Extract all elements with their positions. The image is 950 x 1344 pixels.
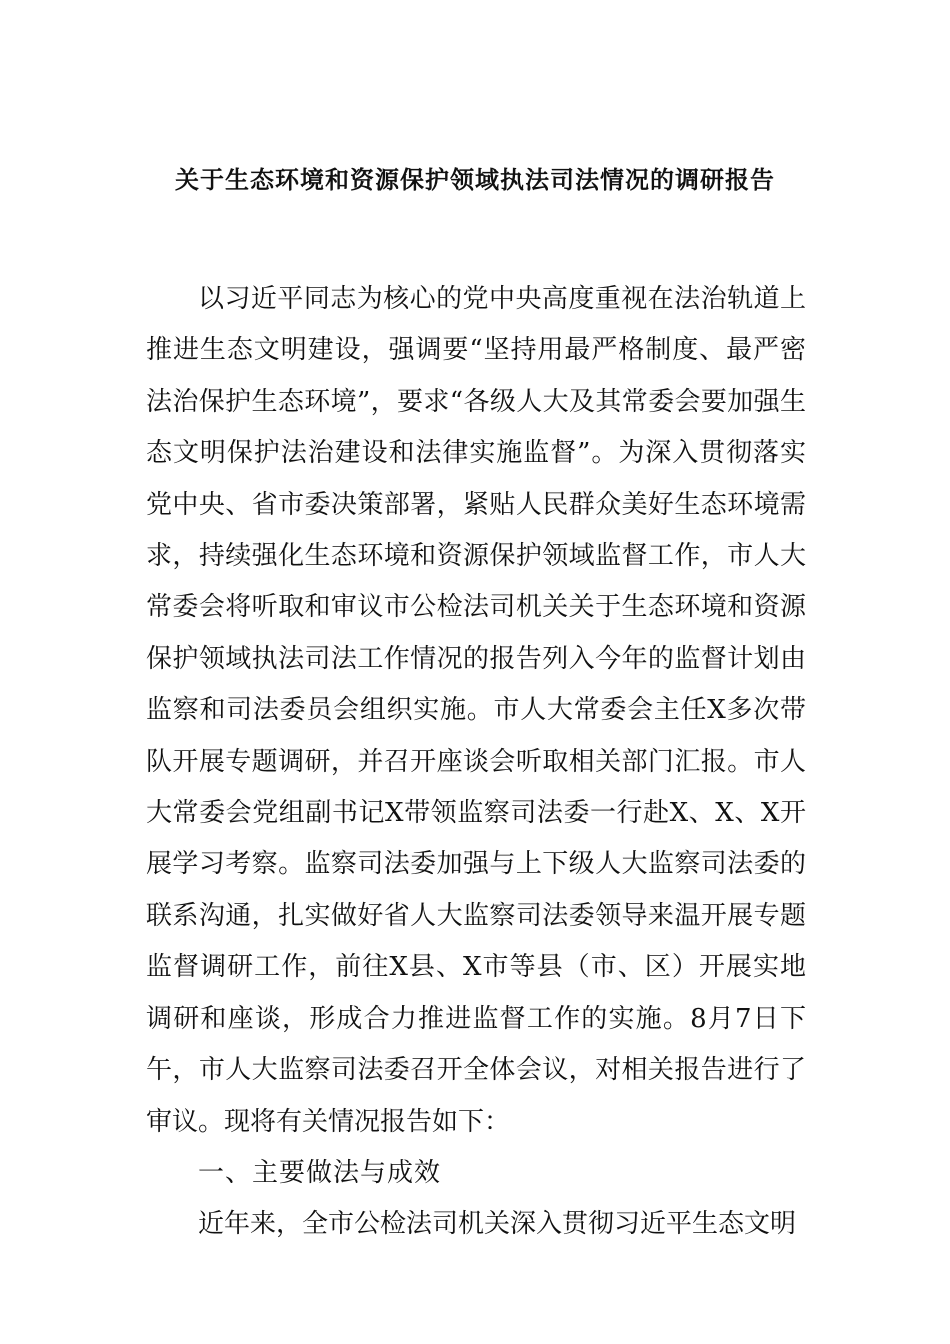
section-heading: 一、主要做法与成效	[198, 1157, 442, 1188]
document-title: 关于生态环境和资源保护领域执法司法情况的调研报告	[175, 166, 775, 194]
document-body	[146, 274, 806, 1251]
intro-paragraph: 以习近平同志为核心的党中央高度重视在法治轨道上推进生态文明建设，强调要“坚持用最严格制度、最严密法治保护生态环境”，要求“各级人大及其常委会要加强生态文明保护法治建设和法律实施监督”。为深入贯彻落实党中央、省市委决策部署，紧贴人民群众美好生态环境需求，持续强化生态环境和资源保护领域监督工作，市人大常委会将听取和审议市公检法司机关关于生态环境和资源保护领域执法司法工作情况的报告列入今年的监督计划由监察和司法委员会组织实施。市人大常委会主任X多次带队开展专题调研，并召开座谈会听取相关部门汇报。市人大常委会党组副书记X带领监察司法委一行赴X、X、X开展学习考察。监察司法委加强与上下级人大监察司法委的联系沟通，扎实做好省人大监察司法委领导来温开展专题监督调研工作，前往X县、X市等县（市、区）开展实地调研和座谈，形成合力推进监督工作的实施。8月7日下午，市人大监察司法委召开全体会议，对相关报告进行了审议。现将有关情况报告如下：	[146, 284, 806, 1137]
section-paragraph: 近年来，全市公检法司机关深入贯彻习近平生态文明	[198, 1209, 797, 1240]
